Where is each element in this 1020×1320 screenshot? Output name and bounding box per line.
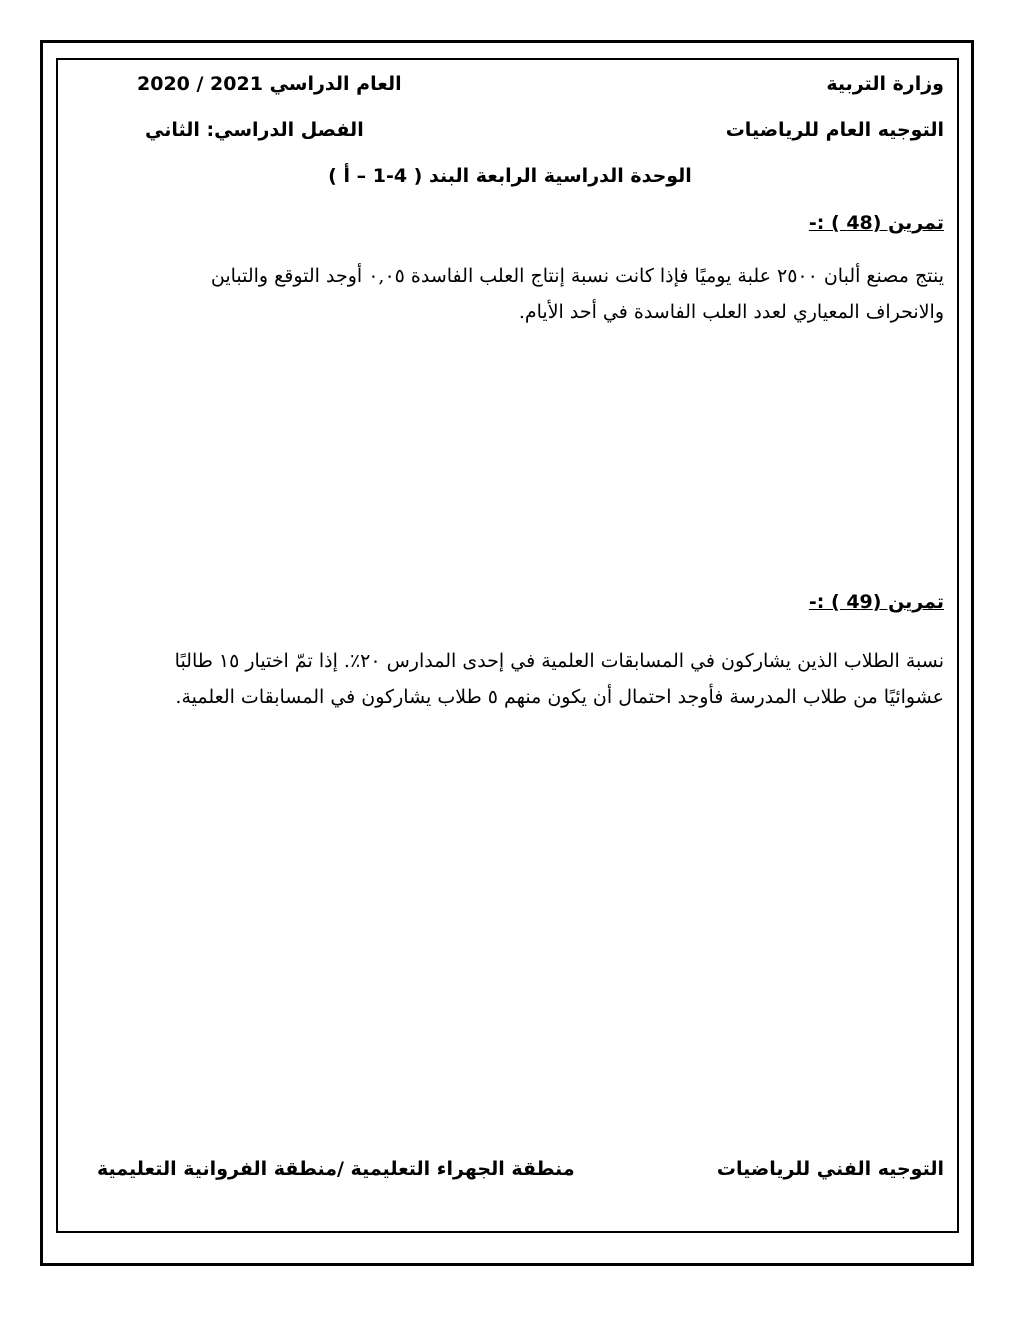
exercise-49-text: [70, 643, 944, 715]
exercise-48-line-2: والانحراف المعياري لعدد العلب الفاسدة في أحد الأيام.: [518, 301, 944, 323]
unit-item: ( 4-1 – أ ): [328, 165, 423, 187]
semester: الفصل الدراسي: الثاني: [145, 119, 364, 141]
unit-title: [0, 163, 1020, 189]
general-guidance: التوجيه العام للرياضيات: [725, 119, 944, 141]
exercise-48-text: [70, 258, 944, 330]
exercise-49-line-2: عشوائيًا من طلاب المدرسة فأوجد احتمال أن يكون منهم ٥ طلاب يشاركون في المسابقات العلمية.: [175, 686, 944, 708]
exercise-48-title: تمرين (48 ) :-: [808, 212, 944, 234]
academic-year-label: العام الدراسي: [269, 73, 402, 95]
academic-year: [137, 71, 402, 97]
exercise-49-title: تمرين (49 ) :-: [808, 591, 944, 613]
exercise-48-line-1: ينتج مصنع ألبان ٢٥٠٠ علبة يوميًا فإذا كانت نسبة إنتاج العلب الفاسدة ٠,٠٥ أوجد التوقع والتباين: [210, 265, 944, 287]
academic-year-value: 2020 / 2021: [137, 73, 263, 95]
footer-technical-guidance: التوجيه الفني للرياضيات: [716, 1158, 944, 1180]
exercise-49-line-1: نسبة الطلاب الذين يشاركون في المسابقات العلمية في إحدى المدارس ٢٠٪. إذا تمّ اختيار ١٥ طالبًا: [174, 650, 944, 672]
footer-regions: منطقة الجهراء التعليمية /منطقة الفروانية التعليمية: [97, 1158, 575, 1180]
unit-title-text: الوحدة الدراسية الرابعة البند: [429, 165, 692, 187]
ministry-name: وزارة التربية: [826, 73, 944, 95]
